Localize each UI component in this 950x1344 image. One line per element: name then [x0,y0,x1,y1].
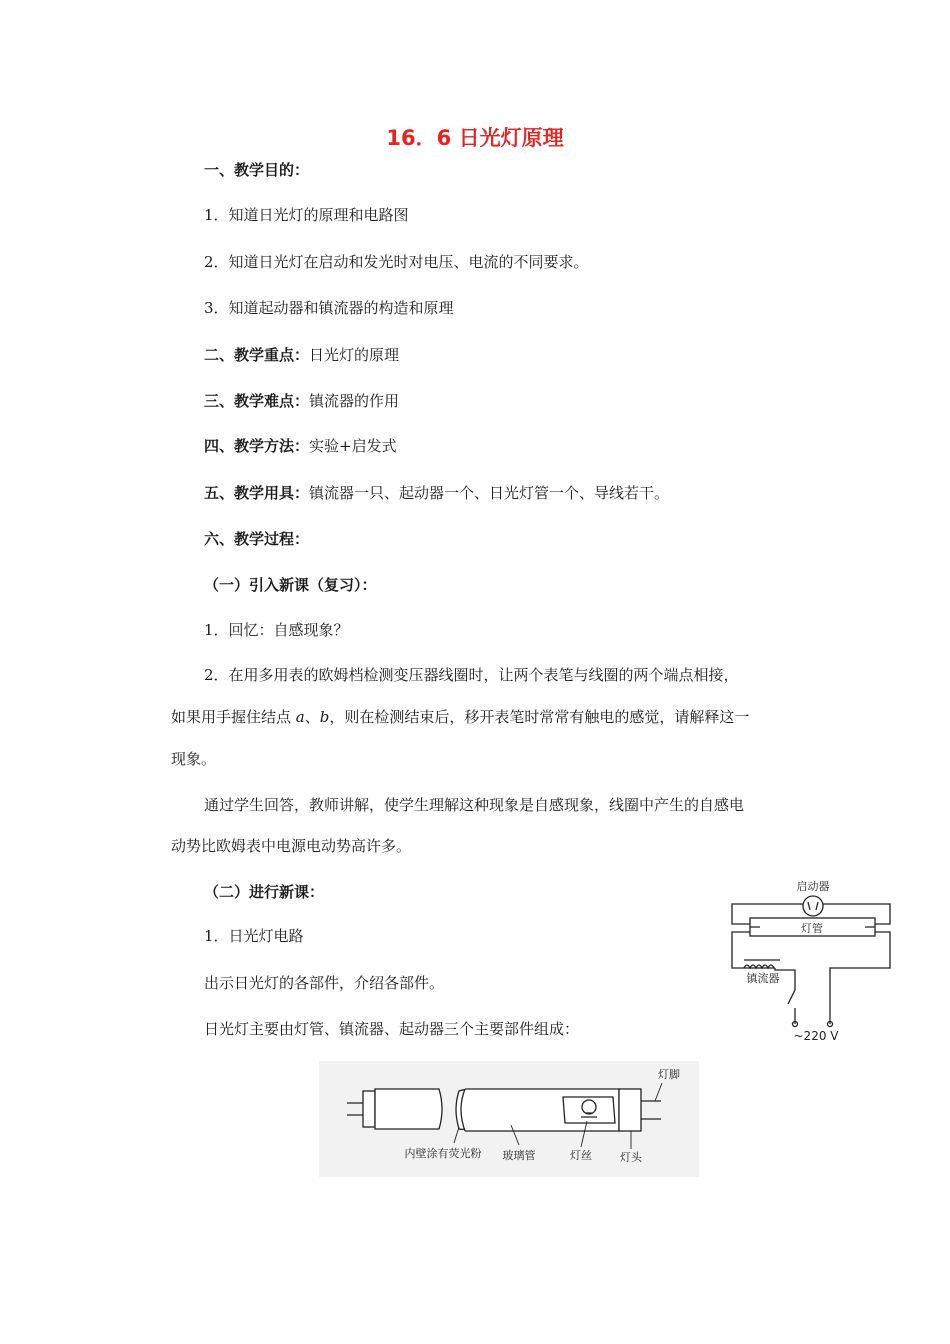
tools-label: 五、教学用具： [204,484,310,502]
key-point-line [204,345,399,365]
components-line: 日光灯主要由灯管、镇流器、起动器三个主要部件组成： [204,1020,580,1038]
question-2-line-2 [171,707,749,727]
explain-line-1: 通过学生回答，教师讲解，使学生理解这种现象是自感现象，线圈中产生的自感电 [204,796,745,814]
difficulty-value: 镇流器的作用 [309,392,400,410]
question-2-line-1: 2．在用多用表的欧姆档检测变压器线圈时，让两个表笔与线圈的两个端点相接， [204,666,739,684]
tools-value: 镇流器一只、起动器一个、日光灯管一个、导线若干。 [309,484,670,502]
tools-line [204,483,669,503]
objective-item: 2．知道日光灯在启动和发光时对电压、电流的不同要求。 [204,253,589,271]
new-lesson-heading: （二）进行新课： [204,883,325,901]
circuit-item: 1．日光灯电路 [204,927,304,945]
page-title: 16．6 日光灯原理 [386,126,564,150]
phosphor-label: 内壁涂有荧光粉 [404,1147,482,1160]
method-line [204,436,397,456]
show-parts-line: 出示日光灯的各部件，介绍各部件。 [204,974,445,992]
starter-label: 启动器 [796,880,830,893]
pin-label: 灯脚 [658,1068,680,1081]
variable-b: b [319,708,330,726]
difficulty-line [204,391,399,411]
tube-label: 灯管 [801,922,823,935]
process-heading: 六、教学过程： [204,530,310,548]
filament-label: 灯丝 [570,1149,592,1162]
method-value: 实验+启发式 [309,437,397,455]
voltage-label: ~220 V [793,1029,839,1042]
key-point-label: 二、教学重点： [204,346,310,364]
question-2-text-a: 如果用手握住结点 [171,708,296,726]
variable-a: a [295,708,305,726]
explain-line-2: 动势比欧姆表中电源电动势高许多。 [171,837,412,855]
question-1: 1．回忆：自感现象？ [204,621,349,639]
tube-diagram [319,1061,699,1177]
glass-label: 玻璃管 [502,1149,536,1162]
ballast-label: 镇流器 [746,972,780,985]
key-point-value: 日光灯的原理 [309,346,400,364]
objectives-heading: 一、教学目的： [204,161,310,179]
intro-heading: （一）引入新课（复习）： [204,576,377,594]
question-2-line-3: 现象。 [171,750,217,768]
cap-label: 灯头 [620,1151,642,1164]
objective-item: 3．知道起动器和镇流器的构造和原理 [204,299,454,317]
method-label: 四、教学方法： [204,437,310,455]
circuit-diagram [720,872,900,1042]
separator: 、 [304,708,320,726]
objective-item: 1．知道日光灯的原理和电路图 [204,206,409,224]
question-2-text-b: ，则在检测结束后，移开表笔时常常有触电的感觉，请解释这一 [329,708,750,726]
difficulty-label: 三、教学难点： [204,392,310,410]
